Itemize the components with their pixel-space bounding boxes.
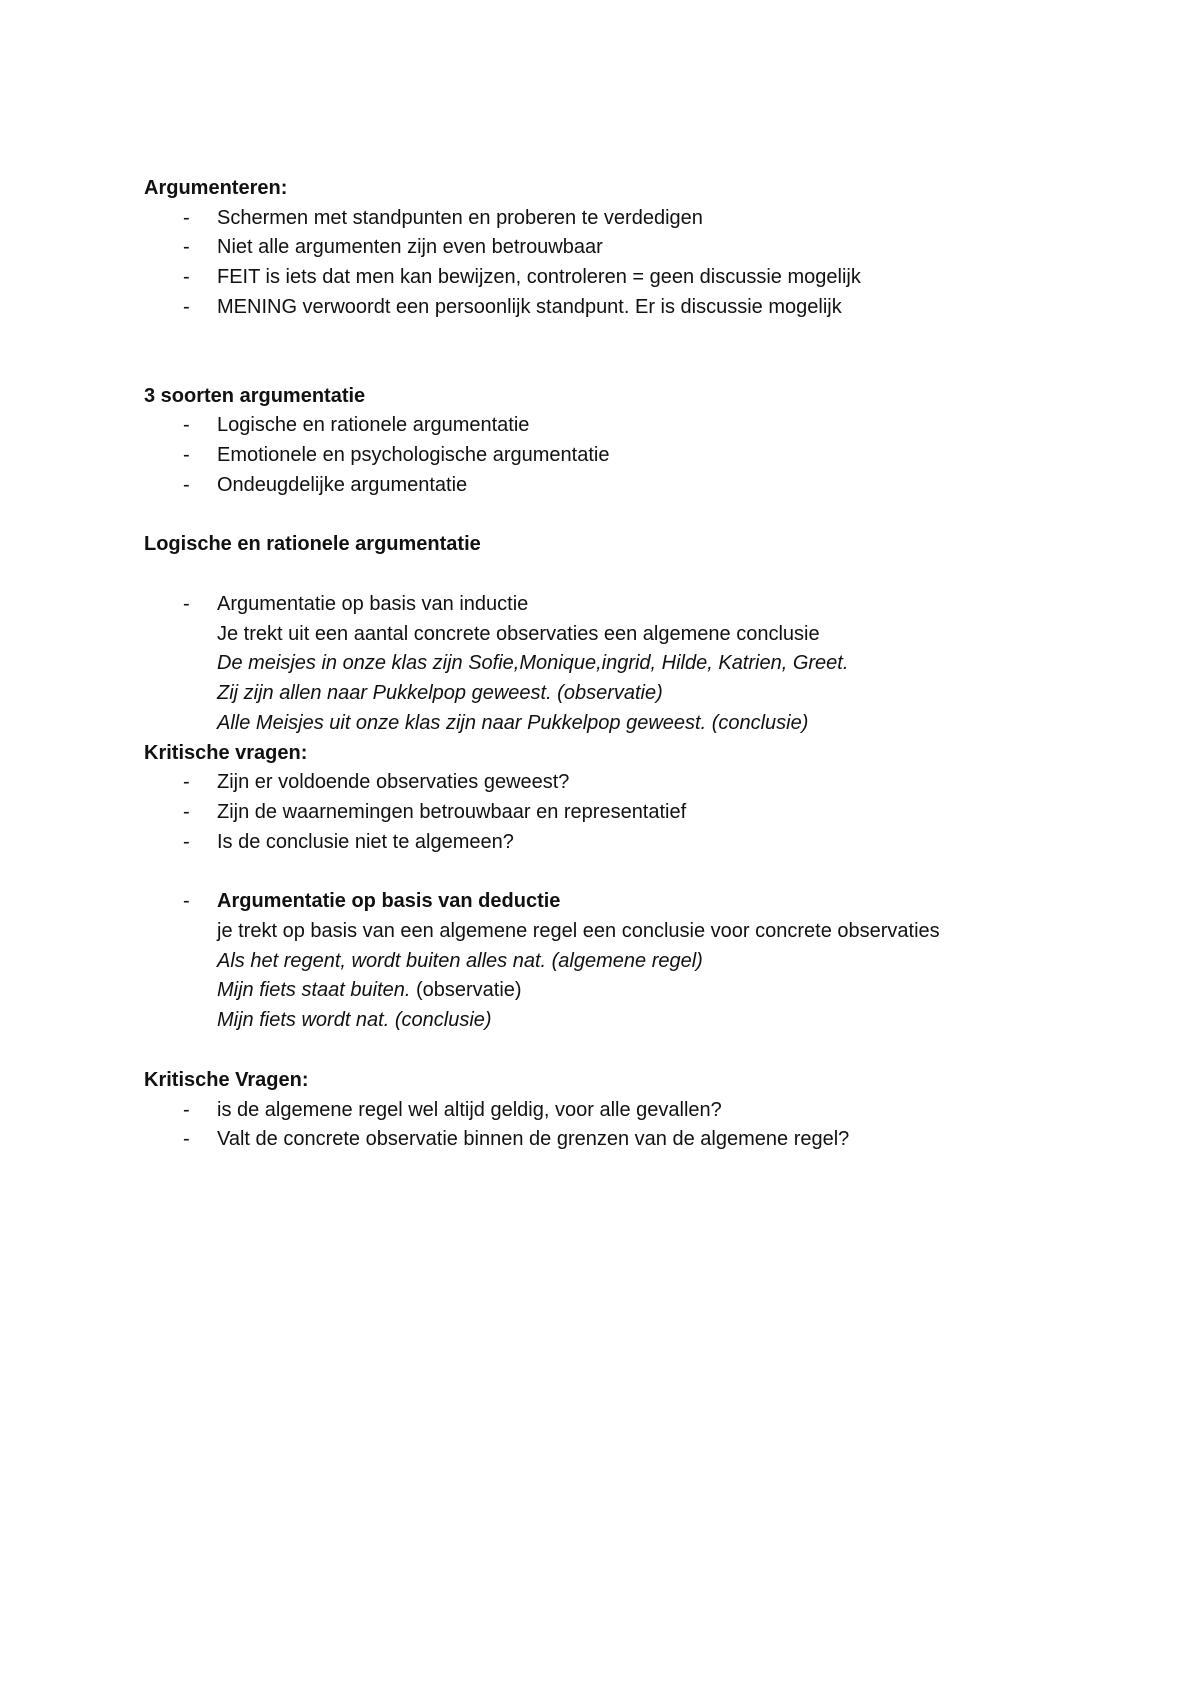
bullet-dash: -	[183, 295, 190, 318]
inductie-description: Je trekt uit een aantal concrete observaties een algemene conclusie	[217, 622, 820, 645]
bullet-dash: -	[183, 830, 190, 853]
inductie-example-line: Alle Meisjes uit onze klas zijn naar Pukkelpop geweest. (conclusie)	[217, 711, 809, 734]
bullet-dash: -	[183, 1098, 190, 1121]
bullet-dash: -	[183, 771, 190, 794]
list-item	[144, 441, 1104, 471]
list-item-text: Schermen met standpunten en proberen te verdedigen	[217, 206, 703, 229]
list-item-text: FEIT is iets dat men kan bewijzen, controleren = geen discussie mogelijk	[217, 266, 861, 289]
list-item	[144, 1096, 1104, 1126]
inductie-example-line: Zij zijn allen naar Pukkelpop geweest. (observatie)	[217, 682, 663, 705]
list-item-text: is de algemene regel wel altijd geldig, voor alle gevallen?	[217, 1098, 722, 1121]
deductie-example-italic: Mijn fiets staat buiten.	[217, 979, 411, 1002]
kritische-vragen-heading: Kritische Vragen:	[144, 1068, 309, 1091]
list-item-text: Valt de concrete observatie binnen de grenzen van de algemene regel?	[217, 1128, 850, 1151]
spacer	[144, 500, 1104, 530]
inductie-title: Argumentatie op basis van inductie	[217, 593, 529, 616]
spacer	[144, 857, 1104, 887]
list-item	[144, 411, 1104, 441]
bullet-dash: -	[183, 800, 190, 823]
deductie-description: je trekt op basis van een algemene regel een conclusie voor concrete observaties	[217, 920, 940, 943]
list-item	[144, 828, 1104, 858]
deductie-example-normal: (observatie)	[410, 979, 522, 1002]
deductie-example-line: Mijn fiets wordt nat. (conclusie)	[217, 1009, 492, 1032]
bullet-dash: -	[183, 890, 190, 913]
section-heading-soorten: 3 soorten argumentatie	[144, 384, 366, 407]
list-item	[144, 471, 1104, 501]
list-item-text: Niet alle argumenten zijn even betrouwbaar	[217, 236, 603, 259]
list-item	[144, 798, 1104, 828]
list-item-text: Emotionele en psychologische argumentatie	[217, 443, 610, 466]
list-item	[144, 233, 1104, 263]
list-item-deductie	[144, 887, 1104, 917]
section-heading-argumenteren: Argumenteren:	[144, 177, 288, 199]
list-item	[144, 204, 1104, 234]
deductie-title: Argumentatie op basis van deductie	[217, 890, 561, 913]
list-item	[144, 293, 1104, 323]
inductie-example-line: De meisjes in onze klas zijn Sofie,Monique,ingrid, Hilde, Katrien, Greet.	[217, 652, 849, 675]
spacer	[144, 1036, 1104, 1066]
list-item-text: Zijn de waarnemingen betrouwbaar en representatief	[217, 800, 687, 823]
list-item-text: Is de conclusie niet te algemeen?	[217, 830, 514, 853]
deductie-example-line: Als het regent, wordt buiten alles nat. (algemene regel)	[217, 949, 703, 972]
list-item-text: Logische en rationele argumentatie	[217, 414, 530, 437]
bullet-dash: -	[183, 443, 190, 466]
spacer	[144, 323, 1104, 382]
list-item	[144, 263, 1104, 293]
list-item-text: Ondeugdelijke argumentatie	[217, 473, 468, 496]
bullet-dash: -	[183, 266, 190, 289]
list-item-text: MENING verwoordt een persoonlijk standpunt. Er is discussie mogelijk	[217, 295, 842, 318]
document-body	[144, 174, 1104, 1155]
list-item	[144, 768, 1104, 798]
spacer	[144, 560, 1104, 590]
bullet-dash: -	[183, 1128, 190, 1151]
bullet-dash: -	[183, 236, 190, 259]
bullet-dash: -	[183, 206, 190, 229]
section-heading-logische: Logische en rationele argumentatie	[144, 533, 481, 556]
list-item-text: Zijn er voldoende observaties geweest?	[217, 771, 570, 794]
deductie-example-line	[144, 976, 1104, 1006]
bullet-dash: -	[183, 414, 190, 437]
bullet-dash: -	[183, 473, 190, 496]
kritische-vragen-heading: Kritische vragen:	[144, 741, 308, 764]
bullet-dash: -	[183, 593, 190, 616]
list-item-inductie	[144, 590, 1104, 620]
list-item	[144, 1125, 1104, 1155]
